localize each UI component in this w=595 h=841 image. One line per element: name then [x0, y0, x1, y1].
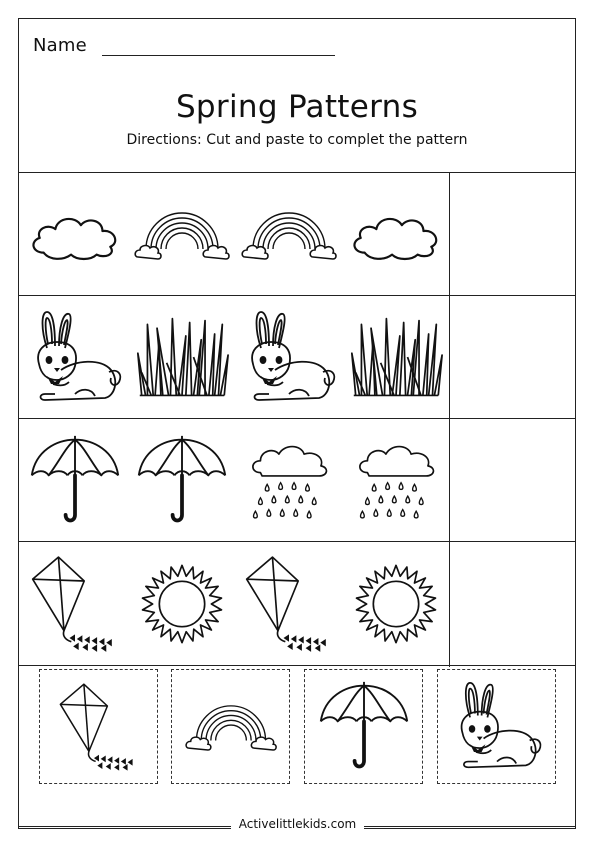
pattern-row-1 — [19, 173, 449, 296]
cutout-kite[interactable] — [39, 669, 158, 784]
pattern-cell — [21, 173, 128, 296]
page-title: Spring Patterns — [175, 89, 419, 125]
answer-box-4[interactable] — [450, 542, 576, 665]
pattern-cell — [342, 173, 449, 296]
bunny-icon — [239, 308, 339, 408]
rain-cloud-icon — [354, 439, 438, 523]
umbrella-icon — [28, 434, 122, 528]
divider — [19, 665, 575, 666]
cutout-umbrella[interactable] — [304, 669, 423, 784]
kite-icon — [57, 680, 141, 774]
pattern-cell — [128, 296, 235, 419]
rainbow-icon — [183, 698, 279, 756]
pattern-cell — [128, 419, 235, 542]
answer-box-1[interactable] — [450, 173, 576, 296]
name-label: Name — [33, 35, 87, 56]
pattern-cell — [235, 542, 342, 665]
answer-box-3[interactable] — [450, 419, 576, 542]
footer — [0, 817, 595, 831]
pattern-row-4 — [19, 542, 449, 665]
rainbow-icon — [239, 205, 339, 265]
grass-icon — [134, 314, 230, 402]
pattern-cell — [235, 419, 342, 542]
kite-icon — [243, 553, 335, 655]
kite-icon — [29, 553, 121, 655]
sun-icon — [354, 562, 438, 646]
pattern-cell — [235, 173, 342, 296]
pattern-cell — [128, 542, 235, 665]
cloud-icon — [347, 205, 445, 265]
bunny-icon — [25, 308, 125, 408]
pattern-cell — [342, 542, 449, 665]
pattern-cell — [21, 419, 128, 542]
footer-text: Activelittlekids.com — [231, 817, 365, 831]
answer-box-2[interactable] — [450, 296, 576, 419]
name-line[interactable] — [102, 55, 335, 56]
sun-icon — [140, 562, 224, 646]
directions-text: Directions: Cut and paste to complet the pattern — [126, 132, 468, 148]
rain-cloud-icon — [247, 439, 331, 523]
pattern-cell — [342, 296, 449, 419]
pattern-row-2 — [19, 296, 449, 419]
cutout-bunny[interactable] — [437, 669, 556, 784]
umbrella-icon — [135, 434, 229, 528]
rainbow-icon — [132, 205, 232, 265]
cloud-icon — [26, 205, 124, 265]
bunny-icon — [449, 679, 545, 775]
pattern-cell — [128, 173, 235, 296]
grass-icon — [348, 314, 444, 402]
pattern-cell — [21, 542, 128, 665]
pattern-cell — [235, 296, 342, 419]
pattern-row-3 — [19, 419, 449, 542]
umbrella-icon — [317, 680, 411, 774]
pattern-cell — [342, 419, 449, 542]
pattern-cell — [21, 296, 128, 419]
cutout-rainbow[interactable] — [171, 669, 290, 784]
